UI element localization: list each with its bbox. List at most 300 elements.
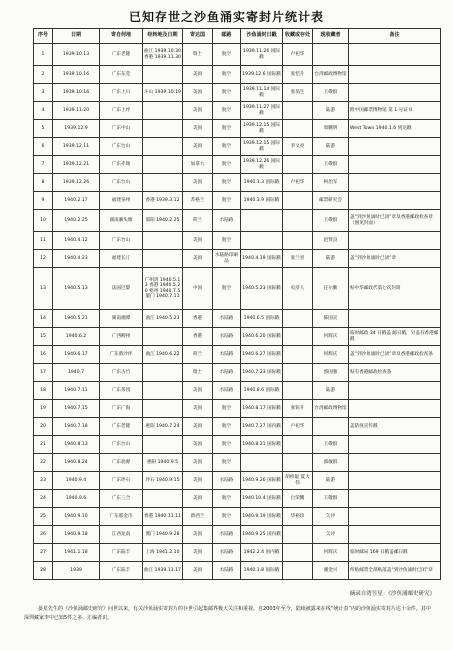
cell-row-number: 27: [34, 544, 53, 562]
cell-send-date: 1940.8.13: [53, 436, 100, 454]
cell-row-number: 4: [34, 102, 53, 120]
cell-postmark: 1940.5.23 国际戳: [241, 268, 283, 310]
cell-row-number: 2: [34, 66, 53, 84]
cell-row-number: 5: [34, 120, 53, 138]
cell-postmark: 1939.12.15 国际戳: [241, 138, 283, 156]
cell-route: 水陆路: [213, 526, 241, 544]
cell-destination: 美国: [183, 66, 213, 84]
cell-origin: 广东老隆: [100, 44, 143, 66]
cell-remarks: [349, 174, 441, 192]
cell-send-date: 1940.4.23: [53, 250, 100, 268]
cell-holder: 何辉庆: [313, 544, 349, 562]
cell-route: 水陆路: [213, 382, 241, 400]
cell-remarks: 所贴邮票全部贴落盖“到沙鱼涌时已闭”章: [349, 562, 441, 580]
column-header: 序号: [34, 29, 53, 44]
cell-send-date: 1941.1.18: [53, 544, 100, 562]
cell-holder: 陆游: [313, 472, 349, 490]
cell-transit: [143, 436, 183, 454]
cell-destination: 中国: [183, 268, 213, 310]
cell-destination: 美国: [183, 382, 213, 400]
cell-origin: 福建长汀: [100, 250, 143, 268]
table-body: [34, 44, 441, 580]
cell-origin: 广东坪石: [100, 472, 143, 490]
cell-origin: 广东陆丰: [100, 544, 143, 562]
cell-collection: 卢祀华: [283, 418, 313, 436]
cell-holder: 王敬群: [313, 156, 349, 174]
table-row: [34, 328, 441, 346]
cell-destination: 美国: [183, 138, 213, 156]
cell-postmark: [241, 232, 283, 250]
cell-route: 水陆路: [213, 544, 241, 562]
cell-collection: 史济人: [283, 268, 313, 310]
cell-row-number: 26: [34, 526, 53, 544]
cell-remarks: [349, 526, 441, 544]
cell-send-date: 1940.9.10: [53, 508, 100, 526]
cell-transit: [143, 364, 183, 382]
cell-destination: 美国: [183, 472, 213, 490]
cell-route: 航空: [213, 400, 241, 418]
cell-collection: 白荣鹏: [283, 490, 313, 508]
cell-transit: [143, 120, 183, 138]
cell-route: 航空: [213, 490, 241, 508]
cell-transit: 惠阳 1940.7.24: [143, 418, 183, 436]
cell-route: 水陆路: [213, 364, 241, 382]
table-row: [34, 562, 441, 580]
cell-route: 航空: [213, 418, 241, 436]
cell-collection: 华裕珍: [283, 508, 313, 526]
cell-postmark: 1940.8.21 国际戳: [241, 436, 283, 454]
cell-collection: [283, 544, 313, 562]
cell-transit: 惠阳 1940.9.5: [143, 454, 183, 472]
cell-collection: [283, 156, 313, 174]
cell-row-number: 12: [34, 250, 53, 268]
cell-send-date: 1939.12.21: [53, 156, 100, 174]
cell-postmark: 1940.8.6 国际戳: [241, 382, 283, 400]
cell-holder: 陆游: [313, 250, 349, 268]
cell-postmark: 1939.12.6 国际戳: [241, 66, 283, 84]
cell-destination: 美国: [183, 84, 213, 102]
cell-holder: 王敬群: [313, 490, 349, 508]
cell-postmark: 1940.9.25 国内戳: [241, 526, 283, 544]
cell-route: 航空: [213, 120, 241, 138]
column-header: 收藏或存处: [283, 29, 313, 44]
cell-postmark: 1939.11.26 国际戳: [241, 44, 283, 66]
cell-row-number: 15: [34, 328, 53, 346]
cell-holder: 王敬群: [313, 210, 349, 232]
table-row: [34, 174, 441, 192]
cell-origin: 广东新沙坪: [100, 346, 143, 364]
cell-destination: 美国: [183, 544, 213, 562]
cell-send-date: 1940.9.6: [53, 490, 100, 508]
cell-origin: 广东台山: [100, 174, 143, 192]
cell-route: 航空: [213, 232, 241, 250]
cell-collection: 张翁生: [283, 84, 313, 102]
cell-holder: 赵贤良: [313, 232, 349, 250]
cell-postmark: 1940.9.26 国际戳: [241, 472, 283, 490]
cell-transit: [143, 102, 183, 120]
cell-route: 航空: [213, 138, 241, 156]
cell-remarks: 盖“到沙鱼涌时已闭”章及香港邮政检查章（图见封面）: [349, 210, 441, 232]
cell-destination: 美国: [183, 250, 213, 268]
cell-row-number: 21: [34, 436, 53, 454]
cell-holder: 王敬群: [313, 436, 349, 454]
cell-postmark: 1942.2.4 国内戳: [241, 544, 283, 562]
cell-remarks: [349, 66, 441, 84]
cell-route: 水陆路: [213, 310, 241, 328]
cell-origin: 广东上坪: [100, 102, 143, 120]
cell-route: 水陆路: [213, 328, 241, 346]
table-row: [34, 526, 441, 544]
table-row: [34, 400, 441, 418]
column-header: 日期: [53, 29, 100, 44]
cell-holder: 邵敏群: [313, 454, 349, 472]
cell-transit: 香港 1940.11.11: [143, 508, 183, 526]
cell-send-date: 1939.12.26: [53, 174, 100, 192]
cell-postmark: 1940.7.23 国际戳: [241, 364, 283, 382]
cell-destination: 美国: [183, 562, 213, 580]
cell-transit: 曲江 1939.10.30 香港 1939.11.30: [143, 44, 183, 66]
cell-destination: 美国: [183, 526, 213, 544]
cell-send-date: 1940.2.17: [53, 192, 100, 210]
cell-transit: 曲江 1939.11.17: [143, 562, 183, 580]
cell-holder: [313, 44, 349, 66]
cell-row-number: 6: [34, 138, 53, 156]
cell-holder: 欠评: [313, 508, 349, 526]
cell-holder: 欠评: [313, 526, 349, 544]
column-header: 寄达国: [183, 29, 213, 44]
cell-holder: 邮票研究会: [313, 192, 349, 210]
cell-remarks: [349, 490, 441, 508]
cell-remarks: [349, 400, 441, 418]
cell-row-number: 24: [34, 490, 53, 508]
table-row: [34, 364, 441, 382]
cell-holder: 台湾邮政博物馆: [313, 66, 349, 84]
cell-holder: 陆游: [313, 102, 349, 120]
cell-destination: 瑞士: [183, 364, 213, 382]
cell-postmark: 1940.1.8 国际戳: [241, 562, 283, 580]
cell-holder: 郭国强: [313, 364, 349, 382]
cell-origin: 湖南湘潭: [100, 310, 143, 328]
cell-origin: 广西柳州: [100, 328, 143, 346]
cell-destination: 香港: [183, 310, 213, 328]
table-row: [34, 232, 441, 250]
cell-postmark: 1939.11.14 国际戳: [241, 84, 283, 102]
cell-holder: [313, 418, 349, 436]
table-row: [34, 490, 441, 508]
cell-send-date: 1939.12.11: [53, 138, 100, 156]
cell-postmark: 1939.12.15 国际戳: [241, 120, 283, 138]
column-header: 寄自何地: [100, 29, 143, 44]
table-row: [34, 508, 441, 526]
footnote-paragraph: 晏星先生的《沙鱼涌邮史研究》问世以来，有关沙鱼涌实寄封片的存世引起集邮界极大关注和重视。自2003年至今，陆续被露来在线“统计表”内的沙鱼涌实寄封片达十余件，其中深圳藏家李中已知5件之多。汇编者识。: [24, 606, 431, 621]
cell-route: 航空: [213, 84, 241, 102]
cell-origin: 广东东莞: [100, 66, 143, 84]
cell-send-date: 1940.4.12: [53, 232, 100, 250]
cell-route: 水陆路: [213, 562, 241, 580]
cell-transit: 坪石 1940.9.15: [143, 472, 183, 490]
cell-collection: [283, 346, 313, 364]
cell-destination: 美国: [183, 120, 213, 138]
cell-destination: 美国: [183, 418, 213, 436]
table-row: [34, 346, 441, 364]
cell-row-number: 23: [34, 472, 53, 490]
cell-send-date: 1940.9.4: [53, 472, 100, 490]
cell-destination: 荷兰: [183, 346, 213, 364]
cell-remarks: [349, 436, 441, 454]
cell-row-number: 3: [34, 84, 53, 102]
table-row: [34, 436, 441, 454]
cell-remarks: [349, 508, 441, 526]
cell-transit: 广州湾 1940.5.13 香港 1940.5.20 梧州 1940.7.5 厦门 1940.7.11: [143, 268, 183, 310]
cell-collection: [283, 120, 313, 138]
table-row: [34, 268, 441, 310]
cell-transit: 香港 1939.3.12: [143, 192, 183, 210]
column-header: 经转地及日期: [143, 29, 183, 44]
cell-transit: [143, 250, 183, 268]
cell-row-number: 19: [34, 400, 53, 418]
cell-transit: 上海 1941.2.10: [143, 544, 183, 562]
cell-route: 航空: [213, 454, 241, 472]
cell-route: 航空: [213, 436, 241, 454]
cell-collection: [283, 210, 313, 232]
cell-holder: 柯治军: [313, 174, 349, 192]
cell-origin: 广东陆丰: [100, 562, 143, 580]
cell-transit: [143, 174, 183, 192]
table-row: [34, 44, 441, 66]
cell-postmark: [241, 454, 283, 472]
cell-destination: 加拿大: [183, 156, 213, 174]
cell-send-date: 1940.7.15: [53, 400, 100, 418]
cell-postmark: 1939.11.27 国际戳: [241, 102, 283, 120]
cell-row-number: 17: [34, 364, 53, 382]
cell-postmark: 1939.12.26 国际戳: [241, 156, 283, 174]
cell-transit: [143, 232, 183, 250]
cell-postmark: 1940.6.5 国际戳: [241, 310, 283, 328]
cell-send-date: 1939: [53, 562, 100, 580]
cell-postmark: 1940.9.19 国际戳: [241, 508, 283, 526]
cell-holder: 周鹏明: [313, 120, 349, 138]
source-credit: 摘录自湾昱星：《沙鱼涌邮史研究》: [349, 591, 435, 597]
table-row: [34, 192, 441, 210]
cell-remarks: [349, 192, 441, 210]
page-title: 已知存世之沙鱼涌实寄封片统计表: [128, 10, 324, 24]
cell-holder: 陈国宣: [313, 310, 349, 328]
cell-route: 水陆路: [213, 346, 241, 364]
cell-collection: [283, 310, 313, 328]
cell-remarks: [349, 310, 441, 328]
cell-holder: 陆游: [313, 138, 349, 156]
cell-collection: 李文亮: [283, 138, 313, 156]
cell-send-date: 1940.6.2: [53, 328, 100, 346]
cell-destination: 荷兰: [183, 210, 213, 232]
cell-origin: 江西龙南: [100, 526, 143, 544]
table-row: [34, 120, 441, 138]
cell-origin: 广东台山: [100, 436, 143, 454]
cell-route: 水陆路: [213, 472, 241, 490]
cell-destination: 瑞士: [183, 44, 213, 66]
cell-send-date: 1940.8.24: [53, 454, 100, 472]
column-header: 沙鱼涌封日戳: [241, 29, 283, 44]
table-row: [34, 382, 441, 400]
table-row: [34, 250, 441, 268]
cell-holder: 潘金兴: [313, 562, 349, 580]
cell-origin: 广东上川: [100, 84, 143, 102]
cell-origin: 广东赤坳: [100, 156, 143, 174]
cell-remarks: [349, 472, 441, 490]
cell-origin: 广东古竹: [100, 364, 143, 382]
cell-route: 航空: [213, 44, 241, 66]
cell-holder: 陆游: [313, 382, 349, 400]
cell-holder: 王敬群: [313, 84, 349, 102]
cell-remarks: 附中国邮票博物馆 第 1 号证书: [349, 102, 441, 120]
cell-remarks: [349, 454, 441, 472]
column-header: 邮路: [213, 29, 241, 44]
cell-collection: [283, 328, 313, 346]
cell-collection: 张恺升: [283, 66, 313, 84]
cell-destination: 香港: [183, 328, 213, 346]
cell-destination: 新西兰: [183, 508, 213, 526]
cell-destination: 美国: [183, 400, 213, 418]
table-row: [34, 418, 441, 436]
cell-row-number: 11: [34, 232, 53, 250]
table-row: [34, 544, 441, 562]
cell-send-date: 1940.2.25: [53, 210, 100, 232]
cell-transit: [143, 156, 183, 174]
cell-row-number: 20: [34, 418, 53, 436]
cell-transit: 斗山 1939.10.19: [143, 84, 183, 102]
cell-origin: 广东三合: [100, 490, 143, 508]
cell-route: 航空: [213, 192, 241, 210]
column-header: 备注: [349, 29, 441, 44]
cell-row-number: 10: [34, 210, 53, 232]
cell-collection: 胡织锟 夏大伟: [283, 472, 313, 490]
cell-remarks: 贴中华邮政代第七次封筒: [349, 268, 441, 310]
cell-destination: 苏格兰: [183, 192, 213, 210]
cell-send-date: 1940.9.18: [53, 526, 100, 544]
cell-transit: [143, 490, 183, 508]
cover-statistics-table: [33, 28, 441, 580]
cell-remarks: [349, 84, 441, 102]
cell-collection: [283, 454, 313, 472]
cell-row-number: 9: [34, 192, 53, 210]
cell-send-date: 1940.5.13: [53, 268, 100, 310]
cell-send-date: 1940.7.18: [53, 418, 100, 436]
cell-remarks: 盖“到沙鱼涌时已闭”章: [349, 250, 441, 268]
cell-send-date: 1940.5.21: [53, 310, 100, 328]
table-row: [34, 102, 441, 120]
cell-row-number: 22: [34, 454, 53, 472]
cell-holder: 台湾邮政博物馆: [313, 400, 349, 418]
cell-transit: [143, 400, 183, 418]
table-row: [34, 454, 441, 472]
cell-collection: [283, 192, 313, 210]
cell-send-date: 1940.7: [53, 364, 100, 382]
cell-row-number: 1: [34, 44, 53, 66]
cell-postmark: [241, 210, 283, 232]
cell-row-number: 7: [34, 156, 53, 174]
cell-remarks: West Town 1940.1.6 到达戳: [349, 120, 441, 138]
cell-origin: 广东台山: [100, 138, 143, 156]
cell-destination: 美国: [183, 454, 213, 472]
cell-transit: 邵阳 1940.2.25: [143, 210, 183, 232]
cell-row-number: 13: [34, 268, 53, 310]
cell-route: 航空: [213, 156, 241, 174]
cell-send-date: 1940.6.17: [53, 346, 100, 364]
cell-postmark: 1940.7.27 国内戳: [241, 418, 283, 436]
cell-collection: 张钮升: [283, 400, 313, 418]
cell-origin: 广东茶园: [100, 382, 143, 400]
cell-route: 航空: [213, 174, 241, 192]
cell-origin: 广东中山: [100, 120, 143, 138]
cell-row-number: 25: [34, 508, 53, 526]
cell-postmark: 1940.10.4 国际戳: [241, 490, 283, 508]
cell-destination: 美国: [183, 490, 213, 508]
cell-postmark: 1940.6.20 国际戳: [241, 328, 283, 346]
cell-remarks: 临时邮局 169 日戳盖邮日戳: [349, 544, 441, 562]
cell-destination: 美国: [183, 102, 213, 120]
cell-origin: 广东广海: [100, 400, 143, 418]
table-row: [34, 210, 441, 232]
cell-holder: 何辉庆: [313, 346, 349, 364]
cell-origin: 广东那金市: [100, 508, 143, 526]
cell-transit: [143, 66, 183, 84]
cell-postmark: 1940.3.9 国际戳: [241, 192, 283, 210]
cell-collection: 张兰青: [283, 250, 313, 268]
cell-send-date: 1939.12.9: [53, 120, 100, 138]
cell-transit: [143, 382, 183, 400]
cell-remarks: 盖“到沙鱼涌时已闭”章及香港邮政检查条: [349, 346, 441, 364]
cell-send-date: 1940.7.11: [53, 382, 100, 400]
cell-origin: 广东翁源: [100, 454, 143, 472]
cell-destination: 美国: [183, 436, 213, 454]
cell-route: 航空: [213, 66, 241, 84]
cell-collection: [283, 232, 313, 250]
cell-postmark: 1940.8.17 国际戳: [241, 400, 283, 418]
cell-route: 航空: [213, 268, 241, 310]
cell-route: 水陆路: [213, 210, 241, 232]
cell-collection: 卢祀华: [283, 174, 313, 192]
table-row: [34, 156, 441, 174]
cell-transit: [143, 328, 183, 346]
cell-collection: [283, 364, 313, 382]
cell-row-number: 28: [34, 562, 53, 580]
cell-collection: 卢祀华: [283, 44, 313, 66]
cell-origin: 福建泉州: [100, 192, 143, 210]
column-header: 现收藏者: [313, 29, 349, 44]
cell-origin: 法国巴黎: [100, 268, 143, 310]
cell-row-number: 18: [34, 382, 53, 400]
cell-origin: 湖南湘头塘: [100, 210, 143, 232]
cell-destination: 美国: [183, 174, 213, 192]
cell-destination: 美国: [183, 232, 213, 250]
cell-postmark: 1940.4.19 国际戳: [241, 250, 283, 268]
cell-route: 航空: [213, 508, 241, 526]
cell-holder: 任尔勤: [313, 268, 349, 310]
cell-send-date: 1939.10.16: [53, 66, 100, 84]
cell-remarks: [349, 156, 441, 174]
cell-route: 航空: [213, 102, 241, 120]
cell-send-date: 1939.11.20: [53, 102, 100, 120]
cell-transit: [143, 138, 183, 156]
table-row: [34, 138, 441, 156]
table-row: [34, 472, 441, 490]
cell-collection: [283, 102, 313, 120]
cell-route: 水陆路印刷品: [213, 250, 241, 268]
cell-row-number: 16: [34, 346, 53, 364]
cell-remarks: [349, 232, 441, 250]
cell-remarks: 盖防疫宣传戳: [349, 418, 441, 436]
cell-collection: [283, 562, 313, 580]
